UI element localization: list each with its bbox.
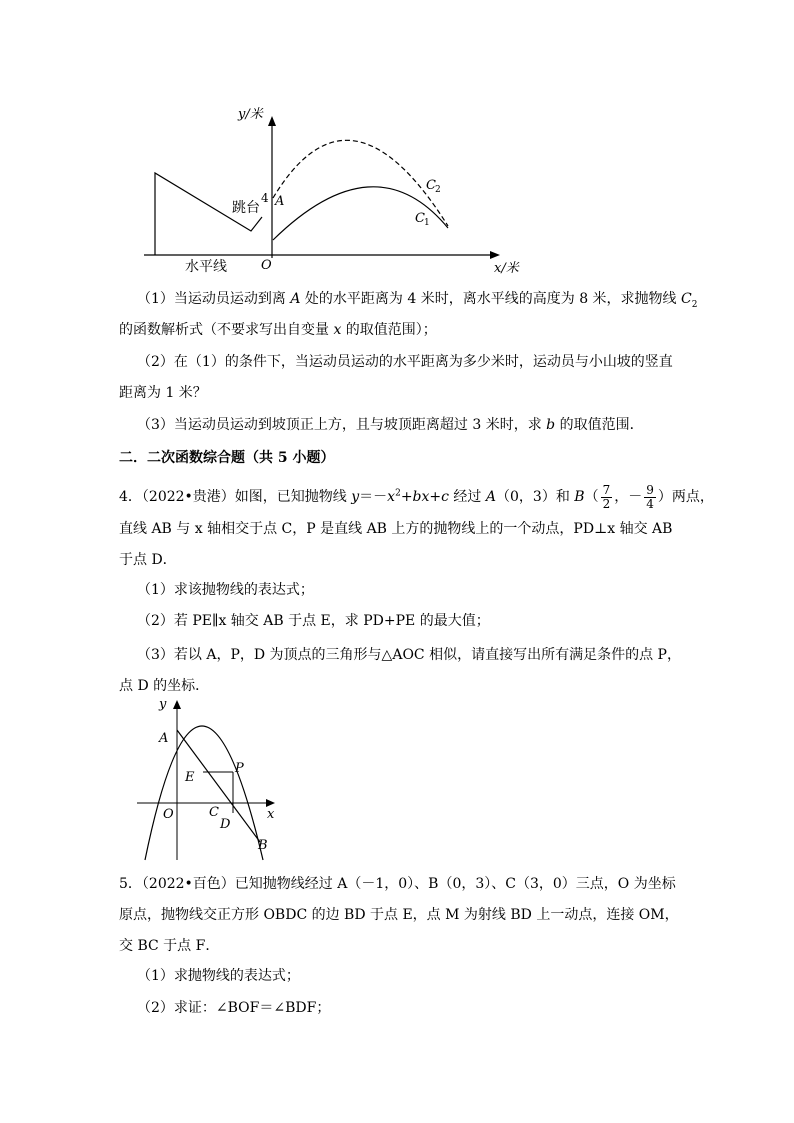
y-axis-arrow (268, 116, 276, 126)
q3-part1-line2: 的函数解析式（不要求写出自变量 x 的取值范围）； (119, 322, 437, 338)
x-label: x (267, 807, 275, 822)
q5-line3: 交 BC 于点 F． (119, 938, 220, 954)
q4-line1: 4．（2022•贵港）如图，已知抛物线 $y=-x^2+bx+c$ 经过 A（0，3）和 B（ $\frac{7}{2}$ ，－ $\frac{9}{4}$ ）两点， (119, 482, 714, 511)
x-axis-arrow (490, 251, 500, 259)
x-axis-label: x/米 (494, 261, 519, 276)
q4-part2: （2）若 PE∥x 轴交 AB 于点 E，求 PD+PE 的最大值； (137, 613, 490, 629)
q5-part2: （2）求证：∠BOF＝∠BDF； (137, 1000, 331, 1016)
q4-part1: （1）求该抛物线的表达式； (137, 582, 314, 598)
y-axis-arrow (173, 700, 181, 709)
p-label: P (235, 761, 244, 776)
origin-label: O (261, 258, 272, 273)
a-label: A (159, 731, 169, 746)
q4-part3-line1: （3）若以 A，P，D 为顶点的三角形与△AOC 相似，请直接写出所有满足条件的点 P， (137, 647, 681, 663)
c-label: C (209, 805, 219, 820)
ground-label: 水平线 (185, 259, 227, 275)
q4-line2: 直线 AB 与 x 轴相交于点 C，P 是直线 AB 上方的抛物线上的一个动点，PD⊥x 轴交 AB (119, 521, 673, 537)
o-label: O (163, 807, 174, 822)
ramp-label: 跳台 (232, 200, 260, 216)
section-heading: 二．二次函数综合题（共 5 小题） (119, 450, 335, 466)
ski-jump-svg (130, 100, 540, 280)
y-axis-label: y/米 (238, 107, 263, 122)
point-a-label: A (275, 194, 285, 209)
q5-line1: 5．（2022•百色）已知抛物线经过 A（－1，0）、B（0，3）、C（3，0）三点，O 为坐标 (119, 876, 676, 892)
q4-line3: 于点 D． (119, 552, 177, 568)
parabola-svg (125, 692, 285, 864)
c2-subscript: 2 (435, 185, 441, 195)
q3-part3-line1: （3）当运动员运动到坡顶正上方，且与坡顶距离超过 3 米时，求 b 的取值范围． (137, 417, 644, 433)
parabola-curve (145, 726, 263, 860)
height-label: 4 (261, 191, 269, 205)
c1-subscript: 1 (424, 218, 430, 228)
b-y-fraction: $\frac{9}{4}$ (646, 482, 654, 511)
q3-part2-line2: 距离为 1 米？ (119, 385, 207, 401)
line-ab (177, 730, 260, 842)
q3-part2-line1: （2）在（1）的条件下，当运动员运动的水平距离为多少米时，运动员与小山坡的竖直 (137, 354, 673, 370)
x-axis-arrow (266, 799, 275, 807)
q4-part3-line2: 点 D 的坐标． (119, 678, 210, 694)
q5-line2: 原点，抛物线交正方形 OBDC 的边 BD 于点 E，点 M 为射线 BD 上一动点，连接 OM， (119, 907, 679, 923)
c1-label: C (415, 211, 425, 226)
parabola-figure (125, 692, 285, 864)
ski-jump-figure (130, 100, 540, 280)
e-label: E (185, 770, 195, 785)
q3-part1-line1: （1）当运动员运动到离 A 处的水平距离为 4 米时，离水平线的高度为 8 米，求抛物线 $C_2$ (137, 291, 698, 310)
b-label: B (258, 838, 268, 853)
y-label: y (159, 697, 167, 712)
d-label: D (220, 817, 231, 832)
c2-label: C (426, 178, 436, 193)
b-x-fraction: $\frac{7}{2}$ (602, 482, 611, 511)
q5-part1: （1）求抛物线的表达式； (137, 968, 300, 984)
